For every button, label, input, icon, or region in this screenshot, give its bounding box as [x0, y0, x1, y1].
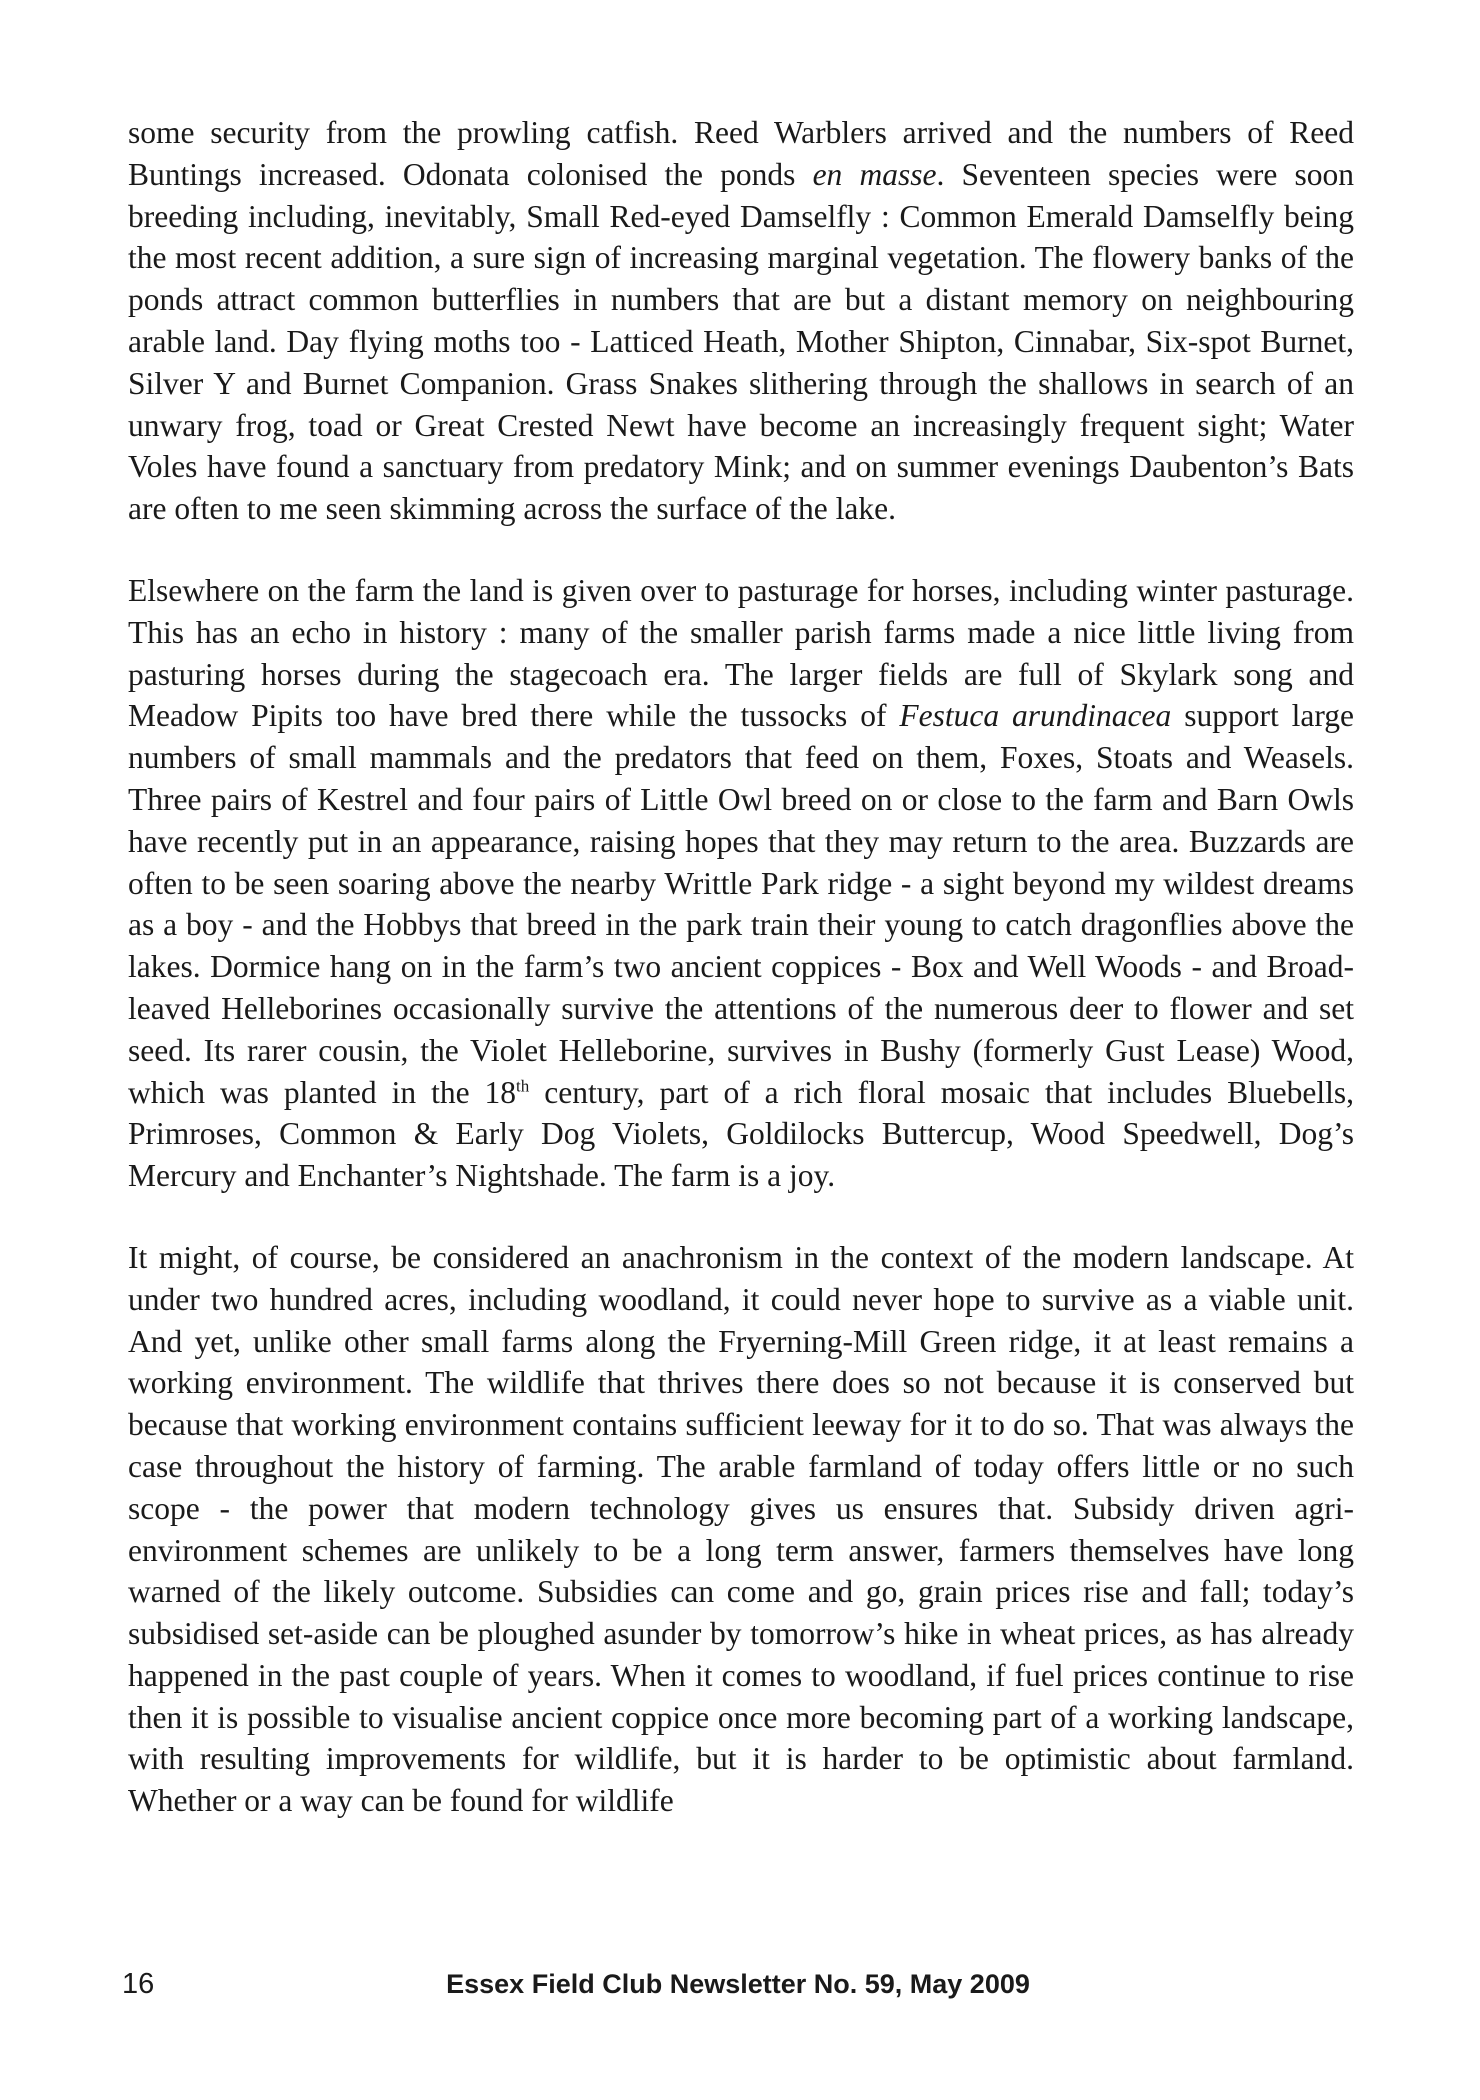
- paragraph-2-text-c: century, part of a rich floral mosaic that includes Bluebells, Primroses, Common & Early Dog Violets, Goldilocks Buttercup, Wood Speedwell, Dog’s Mercury and Enchanter’s Nightshade. The farm is a joy.: [128, 1074, 1354, 1194]
- paragraph-2-text-b: support large numbers of small mammals and the predators that feed on them, Foxes, Stoats and Weasels. Three pairs of Kestrel and four pairs of Little Owl breed on or close to the farm and Barn Owls have recently put in an appearance, raising hopes that they may return to the area. Buzzards are often to be seen soaring above the nearby Writtle Park ridge - a sight beyond my wildest dreams as a boy - and the Hobbys that breed in the park train their young to catch dragonflies above the lakes. Dormice hang on in the farm’s two ancient coppices - Box and Well Woods - and Broad-leaved Helleborines occasionally survive the attentions of the numerous deer to flower and set seed. Its rarer cousin, the Violet Helleborine, survives in Bushy (formerly Gust Lease) Wood, which was planted in the 18: [128, 698, 1355, 1110]
- paragraph-1: [128, 112, 1354, 530]
- paragraph-1-text-a: some security from the prowling catfish. Reed Warblers arrived and the numbers of Reed Buntings increased. Odonata colonised the ponds: [128, 115, 1354, 192]
- species-name-italic: Festuca arundinacea: [899, 698, 1172, 734]
- ordinal-superscript: th: [516, 1076, 530, 1096]
- page-footer: [122, 1962, 1354, 2006]
- italic-phrase: en masse: [812, 156, 937, 192]
- paragraph-3: [128, 1237, 1354, 1822]
- page-body: [128, 112, 1354, 1862]
- paragraph-2-text-a: Elsewhere on the farm the land is given over to pasturage for horses, including winter pasturage. This has an echo in history : many of the smaller parish farms made a nice little living from pasturing horses during the stagecoach era. The larger fields are full of Skylark song and Meadow Pipits too have bred there while the tussocks of: [128, 572, 1354, 734]
- publication-title: Essex Field Club Newsletter No. 59, May 2009: [446, 1969, 1030, 1999]
- page-number: 16: [122, 1968, 155, 2000]
- paragraph-3-text: It might, of course, be considered an anachronism in the context of the modern landscape. At under two hundred acres, including woodland, it could never hope to survive as a viable unit. And yet, unlike other small farms along the Fryerning-Mill Green ridge, it at least remains a working environment. The wildlife that thrives there does so not because it is conserved but because that working environment contains sufficient leeway for it to do so. That was always the case throughout the history of farming. The arable farmland of today offers little or no such scope - the power that modern technology gives us ensures that. Subsidy driven agri-environment schemes are unlikely to be a long term answer, farmers themselves have long warned of the likely outcome. Subsidies can come and go, grain prices rise and fall; today’s subsidised set-aside can be ploughed asunder by tomorrow’s hike in wheat prices, as has already happened in the past couple of years. When it comes to woodland, if fuel prices continue to rise then it is possible to visualise ancient coppice once more becoming part of a working landscape, with resulting improvements for wildlife, but it is harder to be optimistic about farmland. Whether or a way can be found for wildlife: [128, 1239, 1354, 1819]
- paragraph-2: [128, 570, 1354, 1197]
- paragraph-1-text-b: . Seventeen species were soon breeding including, inevitably, Small Red-eyed Damselfly : Common Emerald Damselfly being the most recent addition, a sure sign of increasing marginal vegetation. The flowery banks of the ponds attract common butterflies in numbers that are but a distant memory on neighbouring arable land. Day flying moths too - Latticed Heath, Mother Shipton, Cinnabar, Six-spot Burnet, Silver Y and Burnet Companion. Grass Snakes slithering through the shallows in search of an unwary frog, toad or Great Crested Newt have become an increasingly frequent sight; Water Voles have found a sanctuary from predatory Mink; and on summer evenings Daubenton’s Bats are often to me seen skimming across the surface of the lake.: [128, 156, 1354, 527]
